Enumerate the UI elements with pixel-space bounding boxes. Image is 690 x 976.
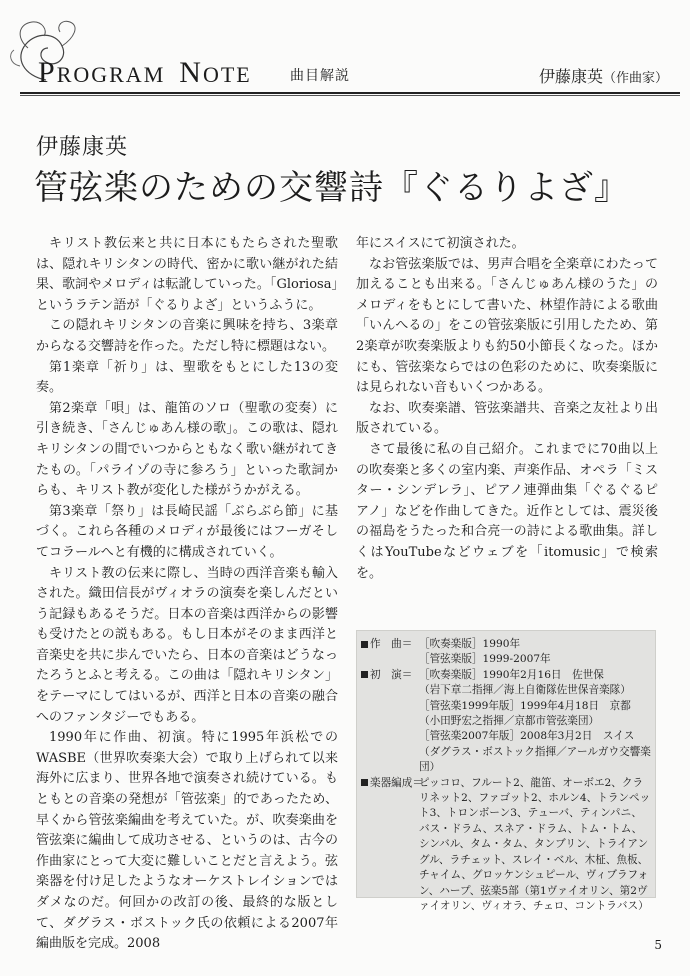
premiere-row [361,668,651,776]
premiere-line: （ダグラス・ボストック指揮／アールガウ交響楽団） [419,745,651,774]
paragraph: 年にスイスにて初演された。 [356,236,525,251]
paragraph: なお、吹奏楽譜、管弦楽譜共、音楽之友社より出版されている。 [356,400,658,437]
instrumentation-label: 楽器編成＝ [370,776,423,789]
premiere-line: ［管弦楽2007年版］2008年3月2日 スイス [419,730,635,743]
header-composer-name: 伊藤康英 [538,67,603,86]
premiere-line: （小田野宏之指揮／京都市管弦楽団） [419,715,600,728]
page-header [0,0,690,96]
composed-label: 作 曲＝ [370,638,413,650]
composed-line: ［吹奏楽版］1990年 [419,638,521,650]
right-column [356,234,658,584]
bullet-square-icon [361,671,368,678]
bullet-square-icon [361,641,368,648]
premiere-label: 初 演＝ [370,668,413,681]
paragraph: さて最後に私の自己紹介。これまでに70曲以上の吹奏楽と多くの室内楽、声楽作品、オペラ「ミスター・シンデレラ」、ピアノ連弾曲集「ぐるぐるピアノ」などを作曲してきた。近作としては、震災後の福島をうたった和合亮一の詩による歌曲集。詳しくはYouTubeなどウェブを「itomusic」で検索を。 [356,441,658,581]
paragraph: 第2楽章「唄」は、龍笛のソロ（聖歌の変奏）に引き続き、「さんじゅあん様の歌」。この歌は、隠れキリシタンの間でいつからともなく歌い継がれてきたもの。「パライゾの寺に参ろう」といった歌詞からも、キリスト教が変化した様がうかがえる。 [36,400,338,499]
premiere-line: （岩下章二指揮／海上自衛隊佐世保音楽隊） [419,684,631,697]
paragraph: この隠れキリシタンの音楽に興味を持ち、3楽章からなる交響詩を作った。ただし特に標題はない。 [36,318,338,354]
page-number: 5 [654,938,662,952]
instrumentation-row [361,776,651,915]
paragraph: 第3楽章「祭り」は長崎民謡「ぶらぶら節」に基づく。これら各種のメロディが最後にはフーガそしてコラールへと有機的に構成されていく。 [36,503,338,560]
header-divider-thin [20,95,680,96]
instrumentation-text: ピッコロ、フルート2、龍笛、オーボエ2、クラリネット2、ファゴット2、ホルン4、トランペット3、トロンボーン3、テューバ、ティンパニ、バス・ドラム、スネア・ドラム、トム・トム、シンバル、タム・タム、タンブリン、トライアングル、ラチェット、スレイ・ベル、木柾、魚板、チャイム、グロッケンシュピール、ヴィブラフォン、ハープ、弦楽5部（第1ヴァイオリン、第2ヴァイオリン、ヴィオラ、チェロ、コントラバス） [419,776,651,912]
paragraph: キリスト教伝来と共に日本にもたらされた聖歌は、隠れキリシタンの時代、密かに歌い継がれた結果、歌詞やメロディは転訛していった。「Gloriosa」というラテン語が「ぐるりよざ」というふうに。 [36,236,338,313]
paragraph: 第1楽章「祈り」は、聖歌をもとにした13の変奏。 [36,359,338,396]
left-column [36,234,338,955]
header-divider [20,92,680,94]
paragraph: 1990年に作曲、初演。特に1995年浜松でのWASBE（世界吹奏楽大会）で取り上げられて以来海外に広まり、世界各地で演奏され続けている。もともとの音楽の発想が「管弦楽」的であったため、早くから管弦楽編曲を考えていた。が、吹奏楽曲を管弦楽に編曲して成功させる、というのは、古今の作曲家にとって大変に難しいことだと言えよう。弦楽器を付け足したようなオーケストレイションではダメなのだ。何回かの改訂の後、最終的な版として、ダグラス・ボストック氏の依頼による2007年編曲版を完成。2008 [36,730,338,952]
header-subtitle: 曲目解説 [290,68,350,84]
program-note-logo: PROGRAM NOTE [38,56,252,89]
article-title: 管弦楽のための交響詩『ぐるりよざ』 [34,168,629,208]
paragraph: キリスト教の伝来に際し、当時の西洋音楽も輸入された。織田信長がヴィオラの演奏を楽しんだという記録もあるそうだ。日本の音楽は西洋からの影響も受けたとの説もある。もし日本がそのまま西洋と音楽史を共に歩んでいたら、日本の音楽はどうなったろうとふと考える。この曲は「隠れキリシタン」をテーマにしてはいるが、西洋と日本の音楽の融合へのファンタジーでもある。 [36,565,338,725]
premiere-line: ［管弦楽1999年版］1999年4月18日 京都 [419,699,631,712]
article-composer: 伊藤康英 [36,135,129,160]
header-composer-role: （作曲家） [602,71,668,86]
paragraph: なお管弦楽版では、男声合唱を全楽章にわたって加えることも出来る。「さんじゅあん様のうた」のメロディをもとにして書いた、林望作詩による歌曲「いんへるの」をこの管弦楽版に引用したため、第2楽章が吹奏楽版よりも約50小節長くなった。ほかにも、管弦楽ならではの色彩のために、吹奏楽版には見られない音もいくつかある。 [356,256,658,396]
premiere-line: ［吹奏楽版］1990年2月16日 佐世保 [419,668,604,681]
bullet-square-icon [361,779,368,786]
header-composer [539,64,668,87]
composed-row [361,637,651,668]
composed-line: ［管弦楽版］1999-2007年 [419,653,551,666]
work-details-box [356,630,656,912]
